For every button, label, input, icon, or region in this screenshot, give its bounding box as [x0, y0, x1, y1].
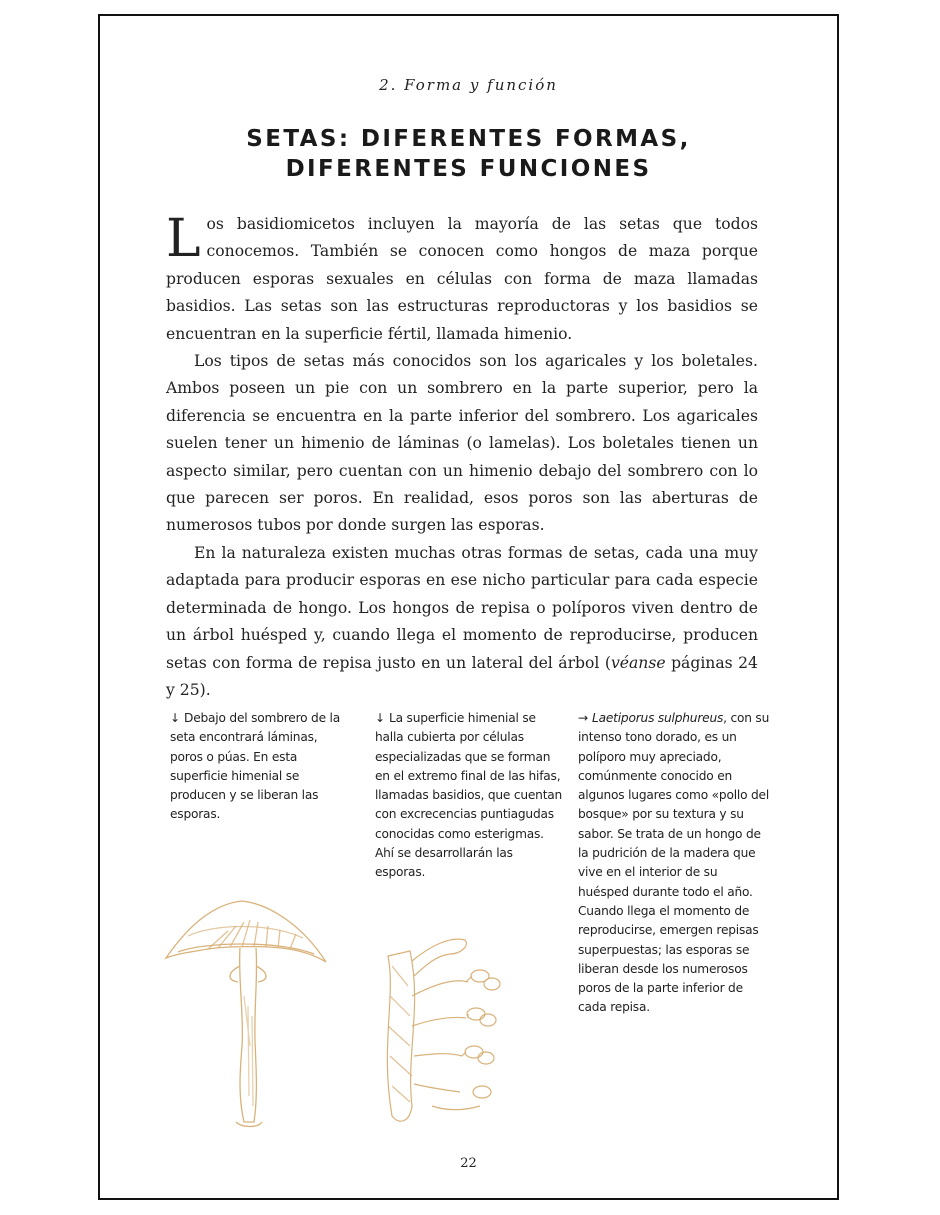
basidia-illustration: [370, 916, 540, 1146]
arrow-right-icon: →: [578, 711, 589, 725]
caption-gills-text: Debajo del sombrero de la seta encontrará láminas, poros o púas. En esta superficie himenial se producen y se liberan las esporas.: [170, 711, 341, 822]
body-text: [166, 211, 758, 704]
paragraph-3-text-b: páginas 24 y 25).: [166, 653, 758, 699]
title-line-1: SETAS: DIFERENTES FORMAS,: [246, 126, 691, 152]
caption-laetiporus-text: , con su intenso tono dorado, es un políporo muy apreciado, comúnmente conocido en algunos lugares como «pollo del bosque» por su textura y su sabor. Se trata de un hongo de la pudrición de la madera que vive en el interior de su huésped durante todo el año. Cuando llega el momento de reproducirse, emergen repisas superpuestas; las esporas se liberan desde los numerosos poros de la parte inferior de cada repisa.: [578, 711, 770, 1015]
paragraph-2: Los tipos de setas más conocidos son los agaricales y los boletales. Ambos poseen un pie con un sombrero en la parte superior, pero la diferencia se encuentra en la parte inferior del sombrero. Los agaricales suelen tener un himenio de láminas (o lamelas). Los boletales tienen un aspecto similar, pero cuentan con un himenio debajo del sombrero con lo que parecen ser poros. En realidad, esos poros son las aberturas de numerosos tubos por donde surgen las esporas.: [166, 352, 758, 535]
chapter-heading: 2. Forma y función: [379, 76, 558, 94]
arrow-down-icon: ↓: [170, 711, 181, 725]
paragraph-3-text-a: En la naturaleza existen muchas otras formas de setas, cada una muy adaptada para producir esporas en ese nicho particular para cada especie determinada de hongo. Los hongos de repisa o políporos viven dentro de un árbol huésped y, cuando llega el momento de reproducirse, producen setas con forma de repisa justo en un lateral del árbol (: [166, 543, 758, 672]
drop-cap: L: [166, 209, 201, 269]
species-name: Laetiporus sulphureus: [592, 711, 724, 725]
mushroom-illustration: [158, 896, 338, 1136]
title-line-2: DIFERENTES FUNCIONES: [285, 156, 652, 182]
caption-basidia: [375, 709, 565, 883]
caption-basidia-text: La superficie himenial se halla cubierta por células especializadas que se forman en el extremo final de las hifas, llamadas basidios, que cuentan con excrecencias puntiagudas conocidas como esterigmas. Ahí se desarrollarán las esporas.: [375, 711, 563, 880]
arrow-down-icon: ↓: [375, 711, 386, 725]
page-title: [100, 124, 837, 184]
page-number: 22: [460, 1156, 477, 1171]
paragraph-3-italic: véanse: [610, 653, 666, 672]
paragraph-3: [166, 540, 758, 704]
paragraph-1: [166, 211, 758, 348]
paragraph-1-text: os basidiomicetos incluyen la mayoría de las setas que todos conocemos. También se conocen como hongos de maza porque producen esporas sexuales en células con forma de maza llamadas basidios. Las setas son las estructuras reproductoras y los basidios se encuentran en la superficie fértil, llamada himenio.: [166, 215, 758, 343]
book-page: [98, 14, 839, 1200]
caption-gills: [170, 709, 352, 825]
caption-laetiporus: [578, 709, 770, 1018]
